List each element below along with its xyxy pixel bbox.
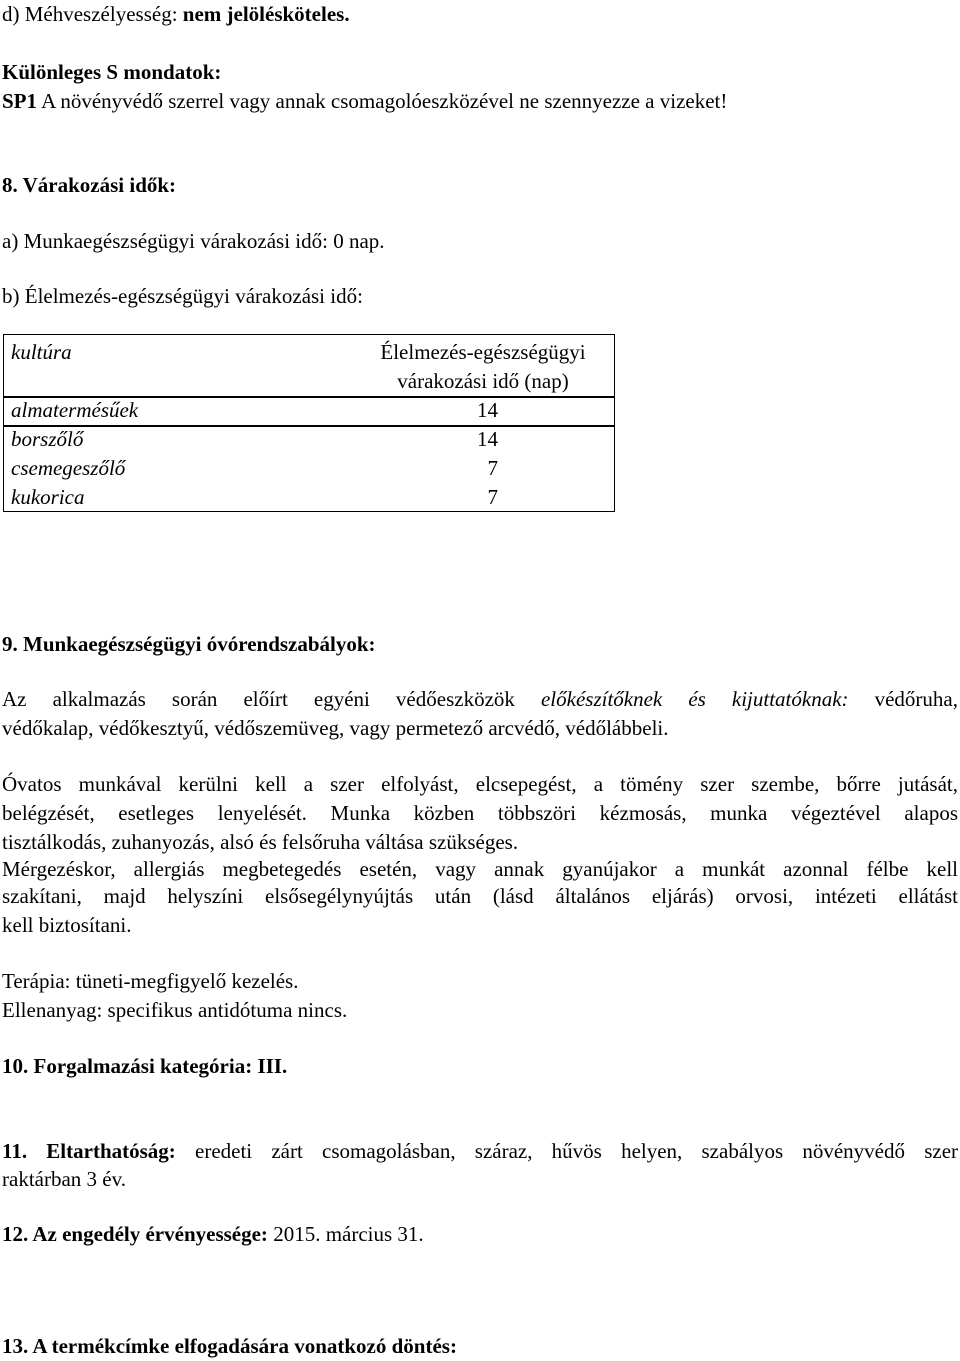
section-12-value: 2015. március 31.: [267, 1222, 424, 1246]
ppe-text-end: védőruha,: [848, 687, 958, 711]
section-9-title: 9. Munkaegészségügyi óvórendszabályok:: [2, 632, 376, 656]
table-row-days: 7: [487, 485, 498, 509]
bee-hazard-line: [2, 0, 350, 29]
section-12-label: 12. Az engedély érvényessége:: [2, 1222, 268, 1246]
table-row-culture: almatermésűek: [11, 398, 139, 422]
section-12-line: [2, 1220, 424, 1249]
section-8-title: 8. Várakozási idők:: [2, 173, 177, 197]
table-header-culture: kultúra: [11, 340, 72, 364]
special-s-phrases-title: Különleges S mondatok:: [2, 60, 222, 84]
section-11-line2: raktárban 3 év.: [2, 1167, 126, 1191]
table-row-days: 14: [477, 427, 498, 451]
sp1-code: SP1: [2, 89, 38, 113]
table-header-waiting-time-line1: Élelmezés-egészségügyi: [380, 340, 586, 364]
caution-paragraph-line3: tisztálkodás, zuhanyozás, alsó és felsőruha váltása szükséges.: [2, 830, 519, 854]
poisoning-paragraph-line3: kell biztosítani.: [2, 913, 132, 937]
caution-paragraph-line1: Óvatos munkával kerülni kell a szer elfolyást, elcsepegést, a tömény szer szembe, bőrre jutását,: [2, 772, 958, 796]
table-row-culture: borszőlő: [11, 427, 84, 451]
work-safety-waiting-time: a) Munkaegészségügyi várakozási idő: 0 nap.: [2, 229, 385, 253]
poisoning-paragraph-line2: szakítani, majd helyszíni elsősegélynyújtás után (lásd általános eljárás) orvosi, intézeti ellátást: [2, 884, 958, 908]
section-11-label: 11. Eltarthatóság:: [2, 1139, 176, 1163]
caution-paragraph-line2: belégzését, esetleges lenyelését. Munka közben többszöri kézmosás, munka végeztével alapos: [2, 801, 958, 825]
table-row-culture: kukorica: [11, 485, 85, 509]
table-row-culture: csemegeszőlő: [11, 456, 126, 480]
section-11-text: eredeti zárt csomagolásban, száraz, hűvös helyen, szabályos növényvédő szer: [175, 1139, 959, 1163]
waiting-time-table: [3, 334, 615, 512]
poisoning-paragraph-line1: Mérgezéskor, allergiás megbetegedés esetén, vagy annak gyanújakor a munkát azonnal félbe kell: [2, 857, 958, 881]
ppe-target-group: előkészítőknek és kijuttatóknak:: [540, 687, 849, 711]
sp1-line: [2, 87, 727, 116]
ppe-paragraph-line2: védőkalap, védőkesztyű, védőszemüveg, vagy permetező arcvédő, védőlábbeli.: [2, 716, 669, 740]
food-safety-waiting-time-label: b) Élelmezés-egészségügyi várakozási idő:: [2, 284, 363, 308]
table-row-days: 7: [487, 456, 498, 480]
ppe-text: Az alkalmazás során előírt egyéni védőeszközök: [2, 687, 541, 711]
section-13-title: 13. A termékcímke elfogadására vonatkozó döntés:: [2, 1334, 457, 1358]
bee-hazard-value: nem jelölésköteles.: [182, 2, 350, 26]
section-11-line1: [2, 1137, 958, 1166]
table-header-waiting-time-line2: várakozási idő (nap): [397, 369, 569, 393]
therapy-line: Terápia: tüneti-megfigyelő kezelés.: [2, 969, 299, 993]
section-10-title: 10. Forgalmazási kategória: III.: [2, 1054, 288, 1078]
antidote-line: Ellenanyag: specifikus antidótuma nincs.: [2, 998, 348, 1022]
table-row-days: 14: [477, 398, 498, 422]
table-divider: [4, 425, 614, 427]
ppe-paragraph-line1: [2, 685, 958, 714]
bee-hazard-label: d) Méhveszélyesség:: [2, 2, 183, 26]
sp1-text: A növényvédő szerrel vagy annak csomagolóeszközével ne szennyezze a vizeket!: [37, 89, 728, 113]
